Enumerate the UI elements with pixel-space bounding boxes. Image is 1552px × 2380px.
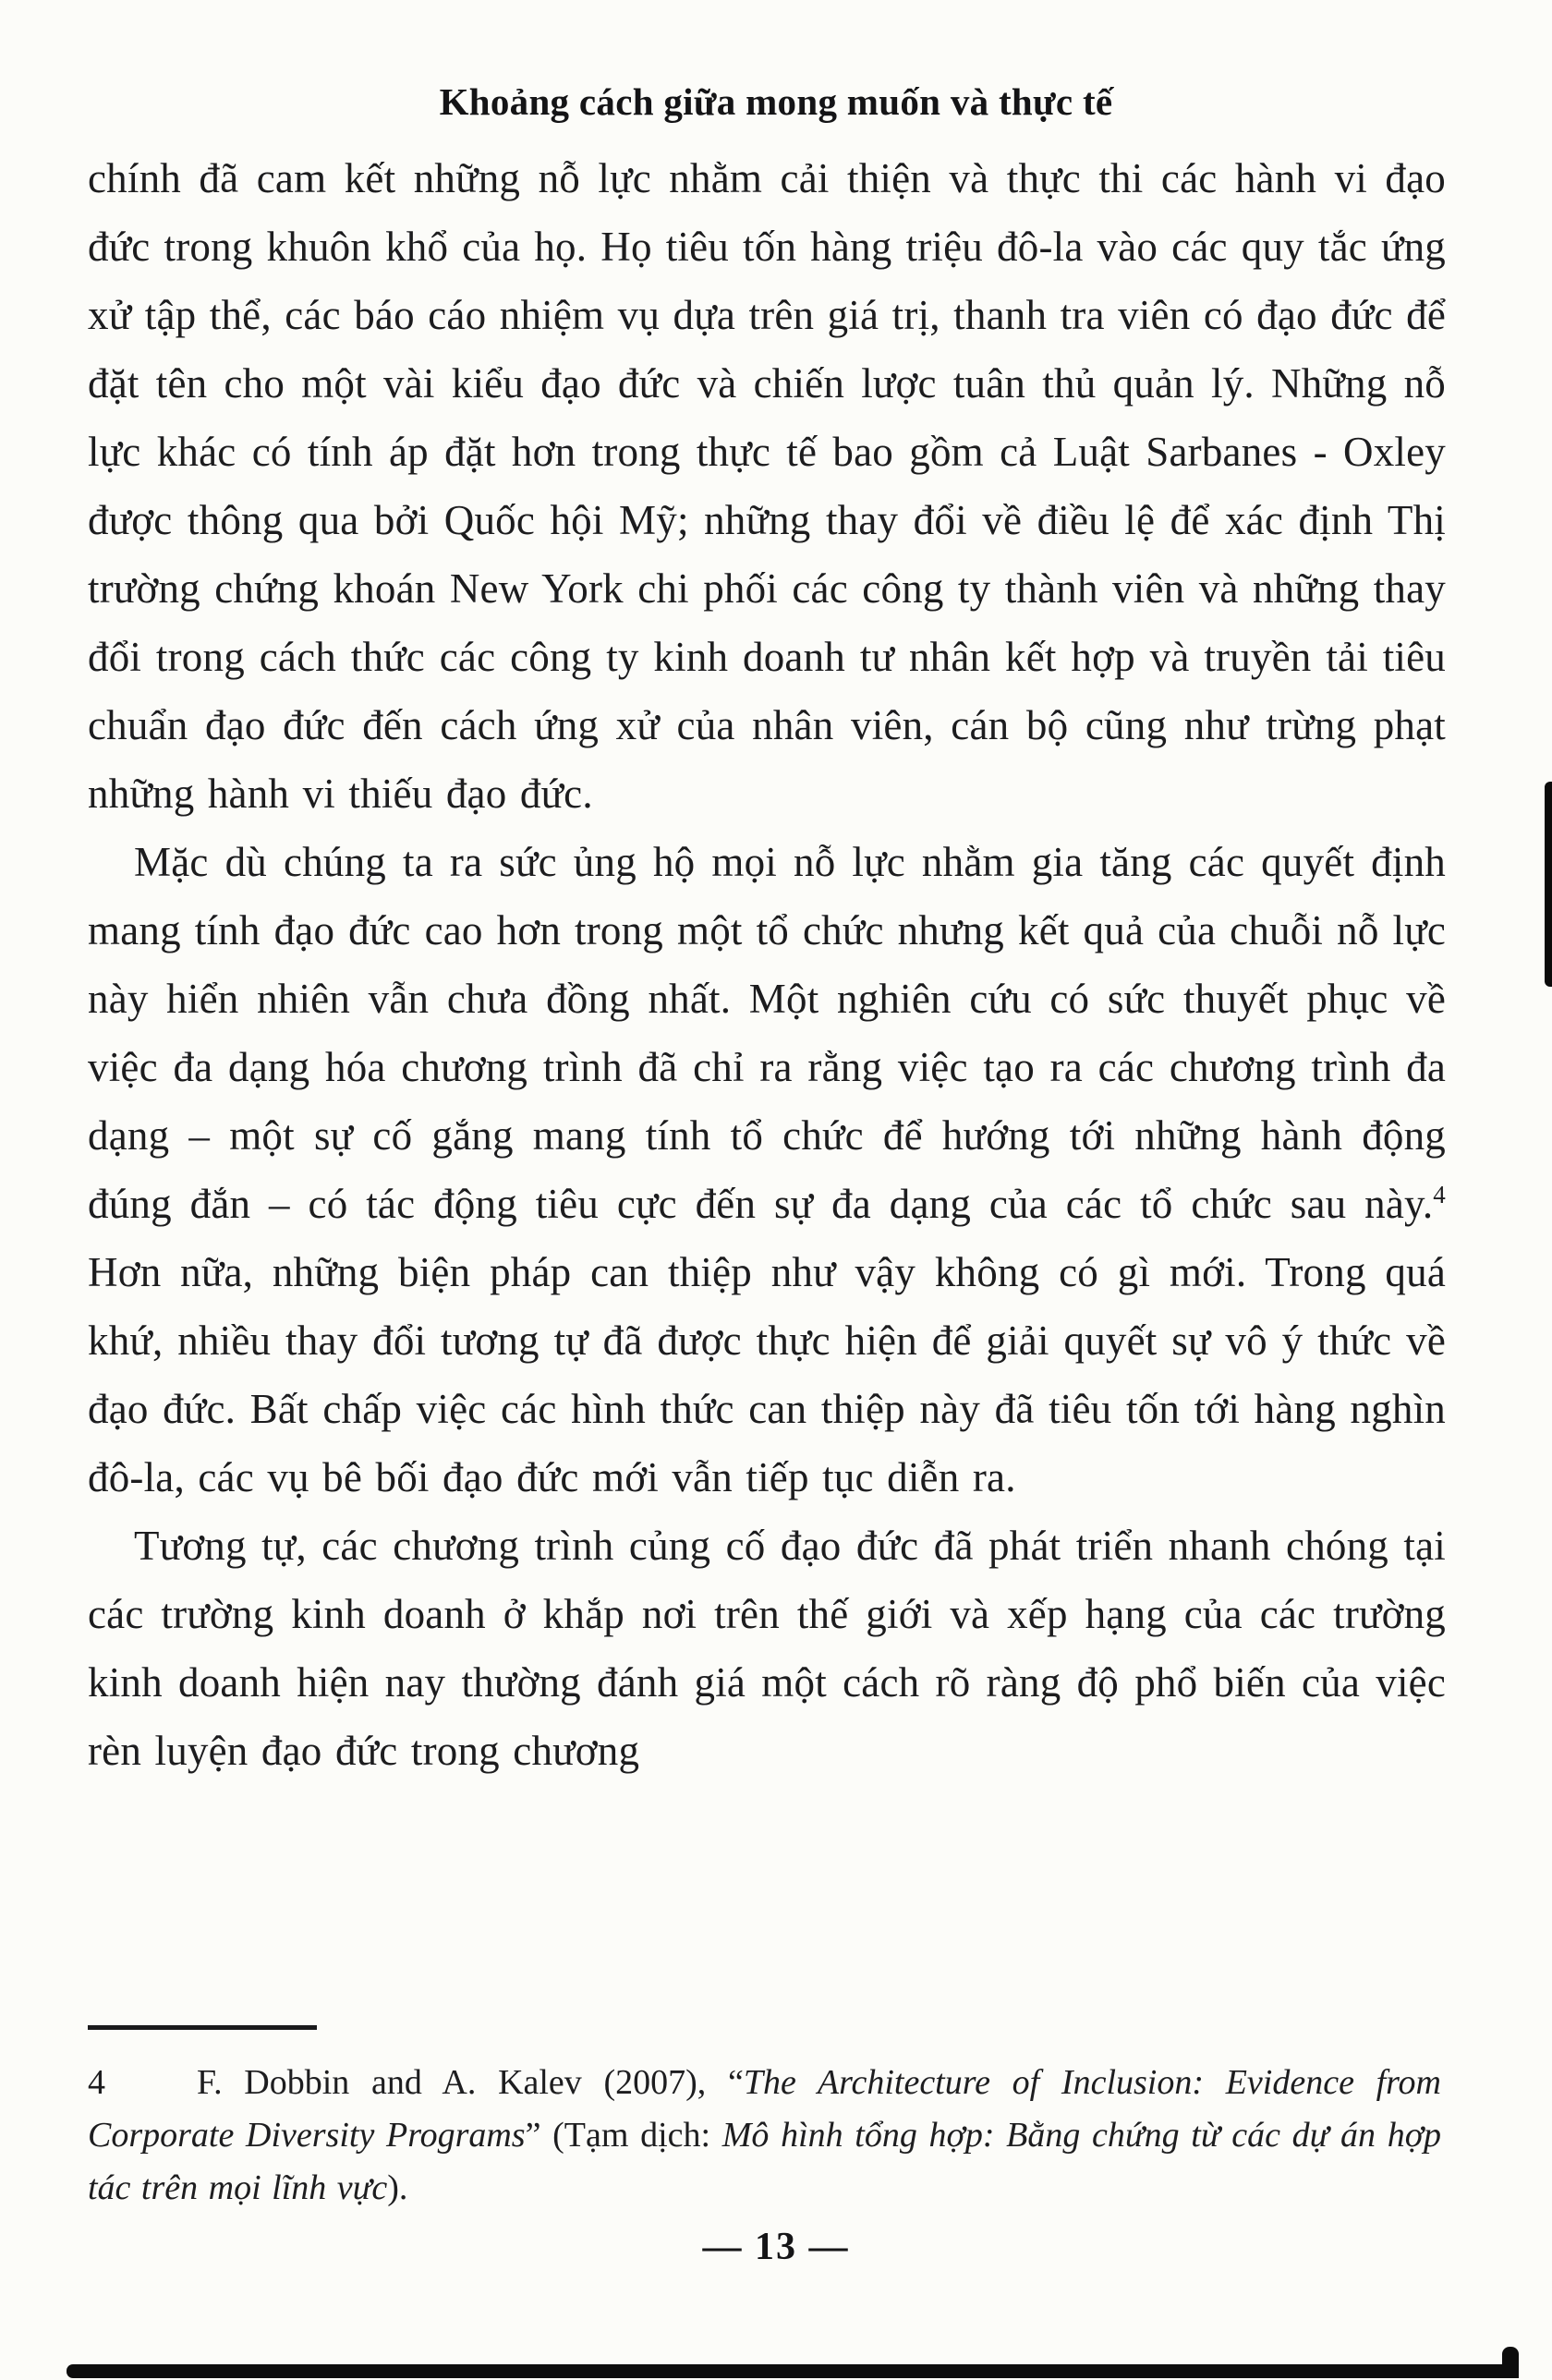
- footnote-text-translation-label: ” (Tạm dịch:: [525, 2116, 722, 2155]
- footnote-text-citation: F. Dobbin and A. Kalev (2007), “: [197, 2063, 744, 2102]
- footnote-text-title-vietnamese: Mô hình tổng hợp: Bằng chứng từ các dự án hợp tác trên mọi lĩnh vực: [88, 2116, 1441, 2207]
- paragraph-2-text-a: Mặc dù chúng ta ra sức ủng hộ mọi nỗ lực nhằm gia tăng các quyết định mang tính đạo đức cao hơn trong một tổ chức nhưng kết quả của chuỗi nỗ lực này hiển nhiên vẫn chưa đồng nhất. Một nghiên cứu có sức thuyết phục về việc đa dạng hóa chương trình đã chỉ ra rằng việc tạo ra các chương trình đa dạng – một sự cố gắng mang tính tổ chức để hướng tới những hành động đúng đắn – có tác động tiêu cực đến sự đa dạng của các tổ chức sau này.: [88, 839, 1446, 1227]
- footnote-number: 4: [88, 2063, 105, 2102]
- footnote-text-title-english: The Architecture of Inclusion: Evidence from Corporate Diversity Programs: [88, 2063, 1442, 2155]
- paragraph-3: [88, 1512, 1446, 1785]
- scan-artifact-right-edge: [1545, 782, 1552, 987]
- footnote-reference-marker: 4: [1433, 1181, 1446, 1208]
- page-number: — 13 —: [702, 2226, 850, 2268]
- body-text: [88, 144, 1446, 1785]
- running-header: Khoảng cách giữa mong muốn và thực tế: [439, 80, 1113, 123]
- scan-artifact-bottom-edge: [67, 2364, 1517, 2378]
- footnote-rule: [88, 2025, 317, 2030]
- paragraph-2: [88, 828, 1446, 1512]
- paragraph-1: [88, 144, 1446, 828]
- paragraph-3-text: Tương tự, các chương trình củng cố đạo đức đã phát triển nhanh chóng tại các trường kinh doanh ở khắp nơi trên thế giới và xếp hạng của các trường kinh doanh hiện nay thường đánh giá một cách rõ ràng độ phổ biến của việc rèn luyện đạo đức trong chương: [88, 1523, 1446, 1774]
- paragraph-2-text-b: Hơn nữa, những biện pháp can thiệp như vậy không có gì mới. Trong quá khứ, nhiều thay đổi tương tự đã được thực hiện để giải quyết sự vô ý thức về đạo đức. Bất chấp việc các hình thức can thiệp này đã tiêu tốn tới hàng nghìn đô-la, các vụ bê bối đạo đức mới vẫn tiếp tục diễn ra.: [88, 1249, 1446, 1500]
- footnote-text-closing: ).: [387, 2168, 408, 2207]
- paragraph-1-text: chính đã cam kết những nỗ lực nhằm cải thiện và thực thi các hành vi đạo đức trong khuôn khổ của họ. Họ tiêu tốn hàng triệu đô-la vào các quy tắc ứng xử tập thể, các báo cáo nhiệm vụ dựa trên giá trị, thanh tra viên có đạo đức để đặt tên cho một vài kiểu đạo đức và chiến lược tuân thủ quản lý. Những nỗ lực khác có tính áp đặt hơn trong thực tế bao gồm cả Luật Sarbanes - Oxley được thông qua bởi Quốc hội Mỹ; những thay đổi về điều lệ để xác định Thị trường chứng khoán New York chi phối các công ty thành viên và những thay đổi trong cách thức các công ty kinh doanh tư nhân kết hợp và truyền tải tiêu chuẩn đạo đức đến cách ứng xử của nhân viên, cán bộ cũng như trừng phạt những hành vi thiếu đạo đức.: [88, 155, 1446, 817]
- footnote: [88, 2057, 1441, 2215]
